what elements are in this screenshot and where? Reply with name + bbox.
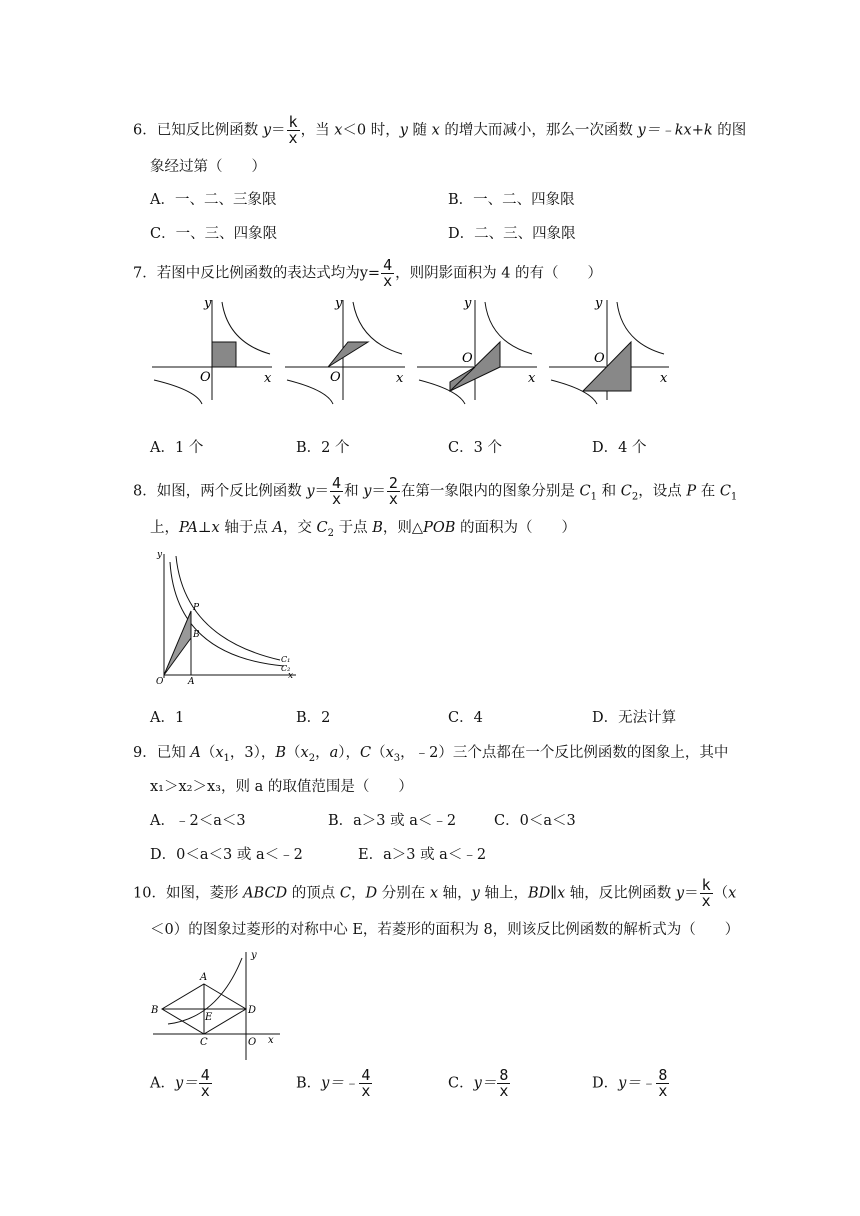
q6-option-a[interactable]: A．一、二、三象限 (150, 192, 277, 208)
q8-option-b[interactable]: B．2 (296, 710, 331, 726)
q10-option-b[interactable]: B．y＝﹣ $\frac{4}{x}$ (296, 1066, 371, 1100)
q8-point-a-label: A (188, 677, 195, 687)
q10-axis-x-label: x (268, 1035, 274, 1046)
q10-origin-label: O (248, 1037, 257, 1048)
q7-figure-2 (285, 296, 405, 404)
fig3-axis-x-label: x (528, 371, 536, 386)
q8-option-d[interactable]: D．无法计算 (592, 710, 677, 726)
q7-fraction: $\frac{4}{x}$ (383, 256, 393, 290)
q10-number: 10． (133, 885, 166, 902)
fig3-axis-y-label: y (464, 296, 472, 311)
q10-point-a-label: A (200, 972, 208, 983)
q8-curve-c1-label: C₁ (281, 655, 291, 664)
fig3-origin-label: O (462, 351, 473, 366)
q8-line1: 8．如图，两个反比例函数 y＝ $\frac{4}{x}$ 和 y＝ $\frac{2}{x}$ 在第一象限内的图象分别是 $C_1$ 和 $C_2$，设点 P 在 $C_1$ (133, 474, 738, 508)
q10-line1: 10．如图，菱形 ABCD 的顶点 C，D 分别在 x 轴，y 轴上，BD∥x 轴，反比例函数 y＝ $\frac{k}{x}$ （x (133, 876, 737, 910)
q9-option-b[interactable]: B．a＞3 或 a＜﹣2 (328, 813, 457, 829)
q6-line2: 象经过第（ ） (150, 159, 266, 175)
q6-number: 6． (133, 122, 157, 139)
q10-option-d[interactable]: D．y＝﹣ $\frac{8}{x}$ (592, 1066, 668, 1100)
q10-option-c[interactable]: C．y＝ $\frac{8}{x}$ (448, 1066, 509, 1100)
q6-option-b[interactable]: B．一、二、四象限 (448, 192, 575, 208)
q10-point-d-label: D (248, 1005, 257, 1016)
q10-figure (148, 948, 288, 1063)
q7-figure-4 (549, 296, 669, 404)
fig1-origin-label: O (200, 370, 211, 385)
q7-figure-1 (152, 296, 272, 404)
q8-option-c[interactable]: C．4 (448, 710, 483, 726)
q8-point-p-label: P (193, 603, 200, 613)
q7-line1: 7．若图中反比例函数的表达式均为y= $\frac{4}{x}$ ，则阴影面积为 4 的有（ ） (133, 256, 603, 290)
q7-figure-3 (417, 296, 537, 404)
q7-option-c[interactable]: C．3 个 (448, 440, 502, 456)
fig4-axis-x-label: x (660, 371, 668, 386)
q8-figure (148, 548, 298, 688)
q7-figures (150, 292, 690, 407)
q6-option-d[interactable]: D．二、三、四象限 (448, 226, 576, 242)
q9-line1: 9．已知 $A(x_1$，3），$B(x_2$，a），$C(x_3$，﹣2）三个点都在一个反比例函数的图象上，其中 (133, 745, 729, 764)
q7-option-d[interactable]: D．4 个 (592, 440, 647, 456)
q6-option-c[interactable]: C．一、三、四象限 (150, 226, 278, 242)
q7-option-b[interactable]: B．2 个 (296, 440, 350, 456)
q10-option-a[interactable]: A．y＝ $\frac{4}{x}$ (150, 1066, 210, 1100)
q10-point-b-label: B (151, 1005, 159, 1016)
q10-axis-y-label: y (251, 950, 257, 961)
q6-fraction: $\frac{k}{x}$ (288, 113, 298, 147)
q8-axis-x-label: x (288, 671, 294, 681)
q8-fraction-1: $\frac{4}{x}$ (332, 474, 342, 508)
q9-option-d[interactable]: D．0＜a＜3 或 a＜﹣2 (150, 847, 303, 863)
q8-line2: 上，PA⊥x 轴于点 A，交 $C_2$ 于点 B，则△POB 的面积为（ ） (150, 520, 576, 539)
q8-origin-label: O (156, 677, 164, 687)
fig2-origin-label: O (330, 370, 341, 385)
q10-line2: ＜0）的图象过菱形的对称中心 E，若菱形的面积为 8，则该反比例函数的解析式为（ ） (150, 922, 740, 938)
q9-option-a[interactable]: A．﹣2＜a＜3 (150, 813, 246, 829)
q8-fraction-2: $\frac{2}{x}$ (388, 474, 398, 508)
q6-line1: 6．已知反比例函数 y＝ $\frac{k}{x}$ ，当 x＜0 时，y 随 x 的增大而减小，那么一次函数 y＝﹣kx+k 的图 (133, 113, 747, 147)
q7-option-a[interactable]: A．1 个 (150, 440, 204, 456)
q9-line2: x₁＞x₂＞x₃，则 a 的取值范围是（ ） (150, 779, 413, 795)
q8-option-a[interactable]: A．1 (150, 710, 185, 726)
q8-number: 8． (133, 483, 157, 500)
q10-point-e-label: E (205, 1012, 213, 1023)
q10-fraction: $\frac{k}{x}$ (701, 876, 711, 910)
q8-axis-y-label: y (157, 550, 163, 560)
fig1-axis-x-label: x (264, 371, 272, 386)
fig2-axis-x-label: x (396, 371, 404, 386)
fig4-origin-label: O (594, 351, 605, 366)
q7-number: 7． (133, 265, 157, 282)
q8-curve-c2-label: C₂ (281, 664, 291, 673)
fig2-axis-y-label: y (335, 296, 343, 311)
q9-option-c[interactable]: C．0＜a＜3 (494, 813, 576, 829)
fig4-axis-y-label: y (595, 296, 603, 311)
q10-point-c-label: C (200, 1037, 208, 1048)
fig1-axis-y-label: y (204, 296, 212, 311)
q9-number: 9． (133, 745, 157, 761)
q9-option-e[interactable]: E．a＞3 或 a＜﹣2 (358, 847, 487, 863)
q8-point-b-label: B (193, 630, 200, 640)
